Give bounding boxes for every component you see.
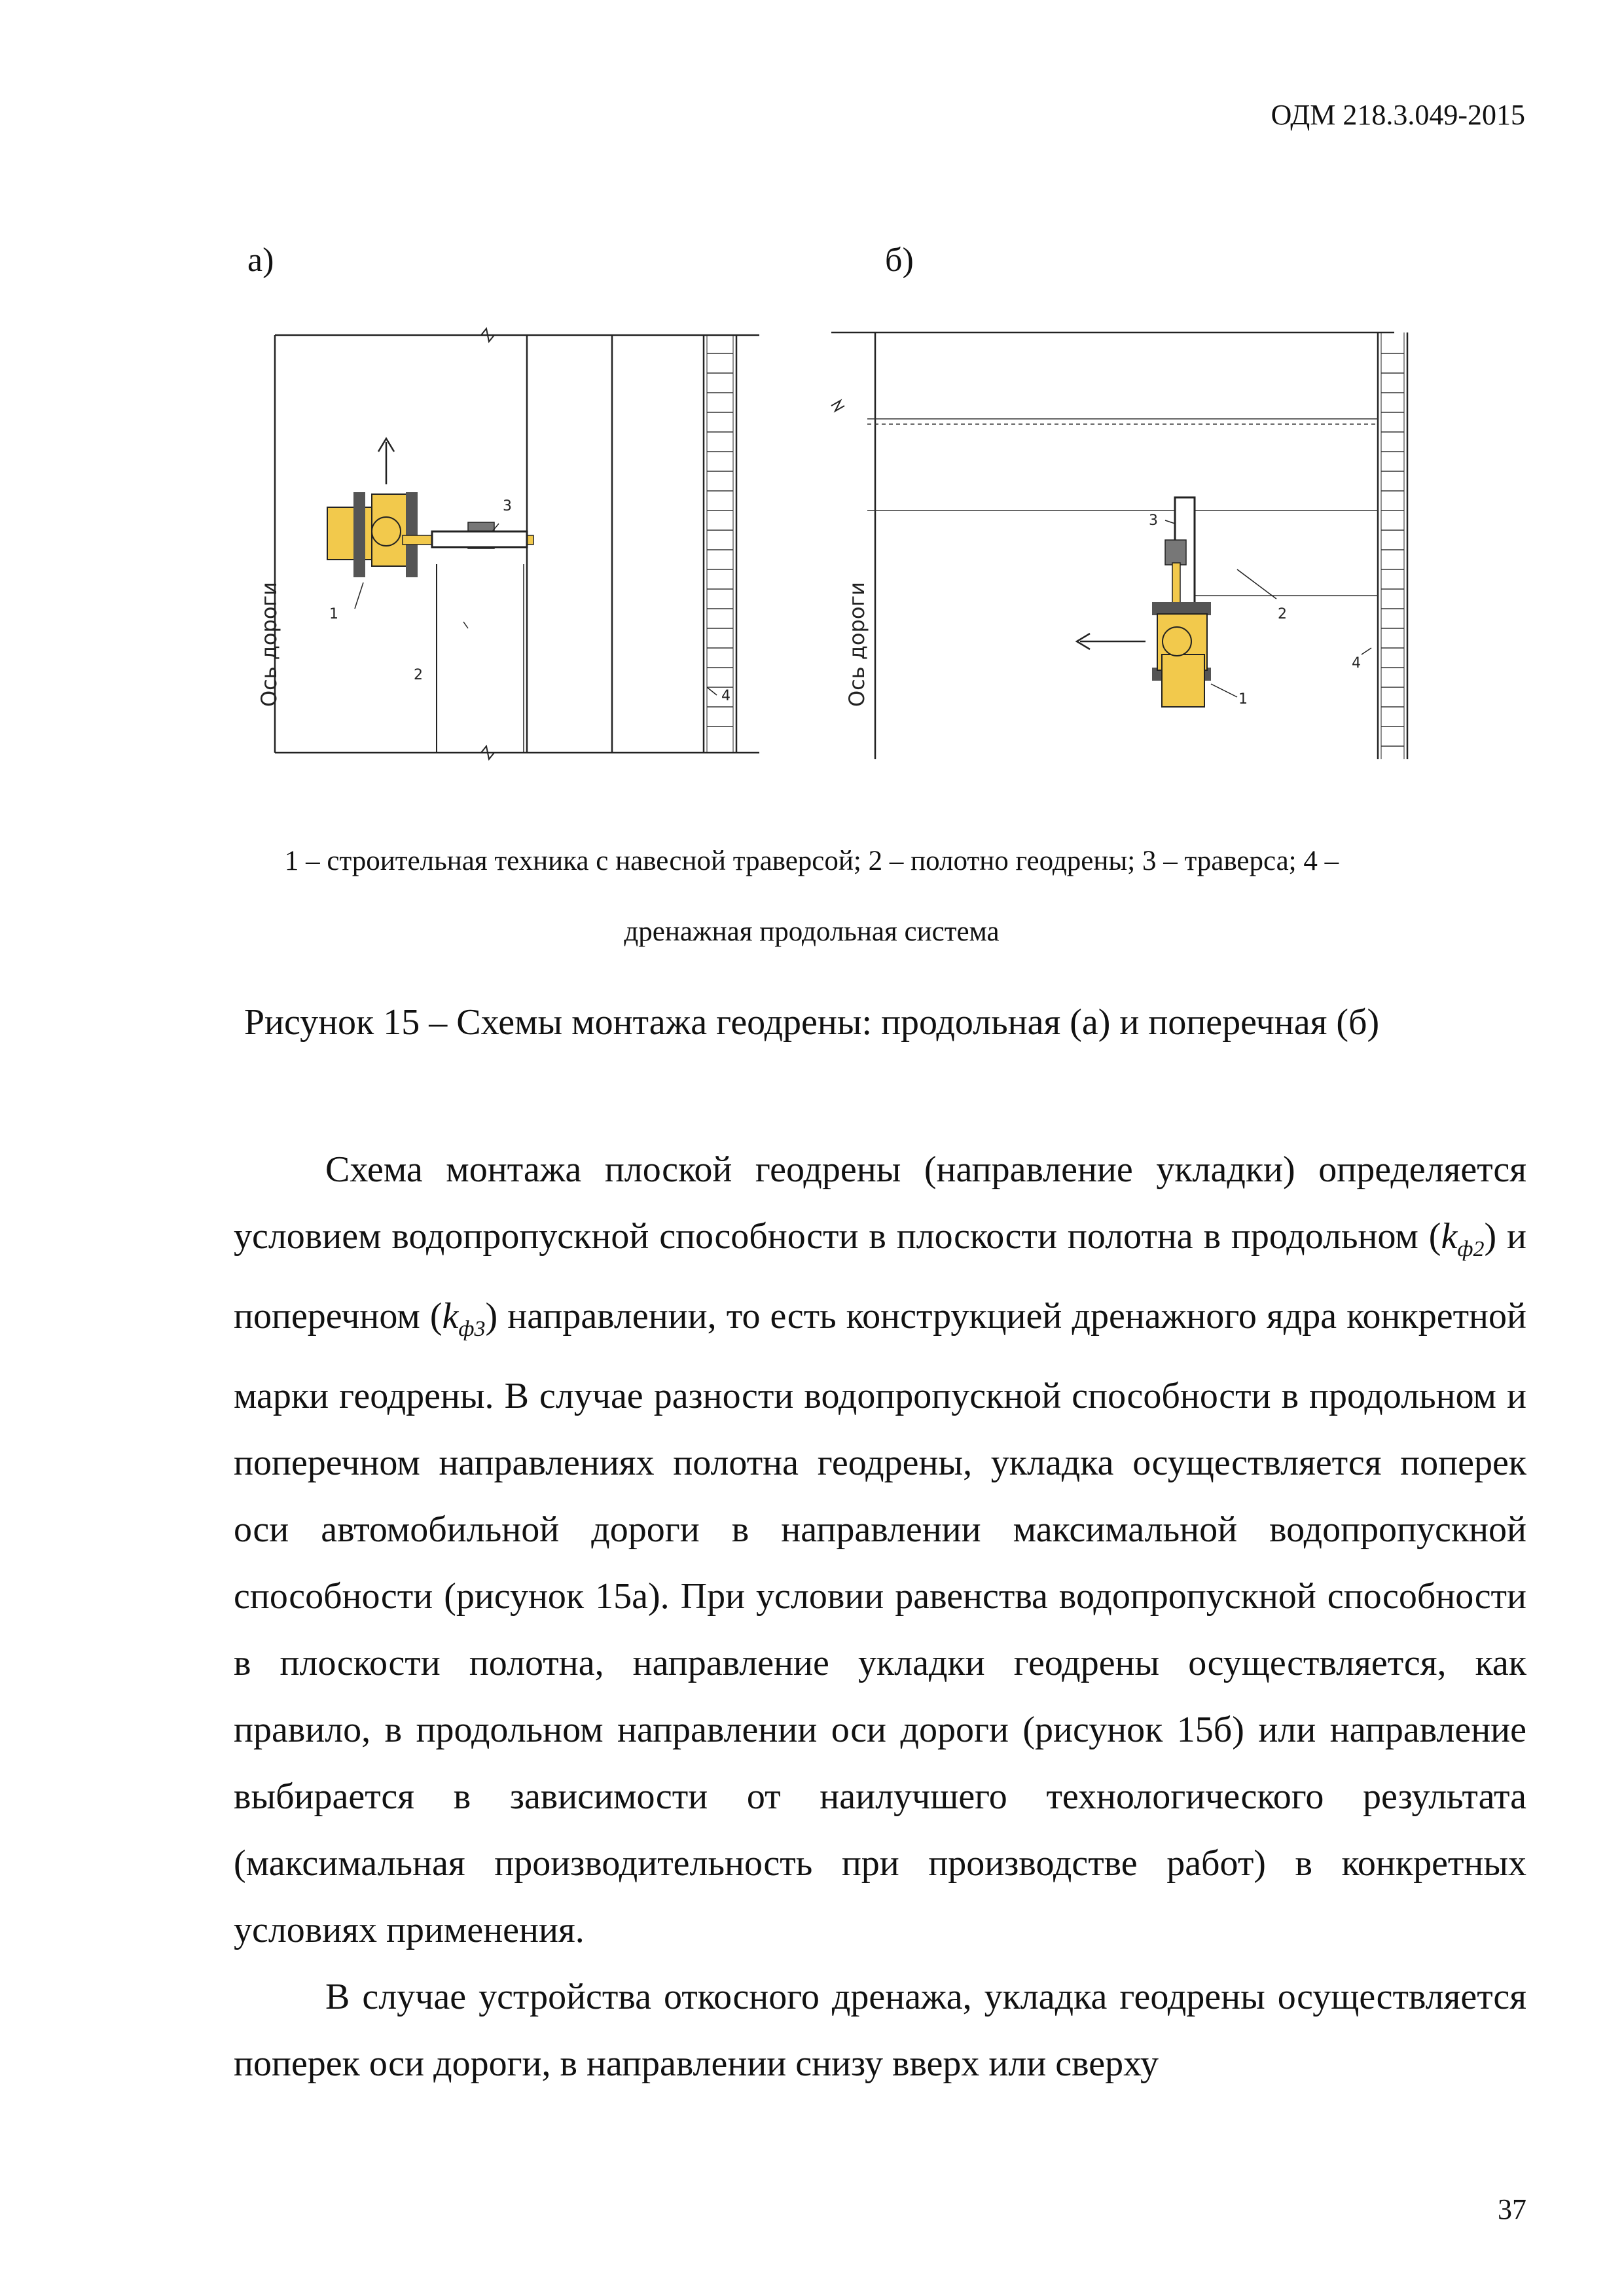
callout-1-b: 1 — [1238, 691, 1248, 708]
diagram-a — [249, 321, 772, 772]
diagram-b — [818, 321, 1440, 779]
paragraph-1: Схема монтажа плоской геодрены (направление укладки) определяется условием водопропускной способности в плоскости полотна в продольном $(k_{ф2})$ и поперечном $(k_{ф3})$ направлении, то есть конструкцией дренажного ядра конкретной марки геодрены. В случае разности водопропускной способности в продольном и поперечном направлениях полотна геодрены, укладка осуществляется поперек оси автомобильной дороги в направлении максимальной водопропускной способности (рисунок 15а). При условии равенства водопропускной способности в плоскости полотна, направление укладки геодрены осуществляется, как правило, в продольном направлении оси дороги (рисунок 15б) или направление выбирается в зависимости от наилучшего технологического результата (максимальная производительность при производстве работ) в конкретных условиях применения. — [234, 1149, 1526, 1951]
legend-line-1: 1 – строительная техника с навесной траверсой; 2 – полотно геодрены; 3 – траверса; 4 – — [284, 846, 1339, 876]
paragraph-2: В случае устройства откосного дренажа, укладка геодрены осуществляется поперек оси дороги, в направлении снизу вверх или сверху — [234, 1977, 1526, 2085]
road-axis-label-b: Ось дороги — [844, 581, 869, 707]
callout-2-a: 2 — [414, 667, 423, 683]
figure-title: Рисунок 15 – Схемы монтажа геодрены: продольная (а) и поперечная (б) — [244, 1002, 1380, 1043]
callout-4-b: 4 — [1352, 655, 1361, 672]
callout-3-a: 3 — [503, 498, 512, 514]
figure-legend — [196, 826, 1427, 967]
callout-1-a: 1 — [329, 606, 338, 622]
road-axis-label-a: Ось дороги — [257, 581, 281, 707]
legend-line-2: дренажная продольная система — [624, 916, 1000, 947]
callout-2-b: 2 — [1278, 606, 1287, 622]
callout-3-b: 3 — [1149, 512, 1158, 529]
page-number: 37 — [1498, 2193, 1526, 2225]
figure-label-a: а) — [247, 242, 274, 279]
document-code: ОДМ 218.3.049-2015 — [1271, 99, 1525, 131]
body-text — [234, 1136, 1526, 2097]
figure-label-b: б) — [885, 242, 914, 279]
callout-4-a: 4 — [721, 688, 731, 704]
